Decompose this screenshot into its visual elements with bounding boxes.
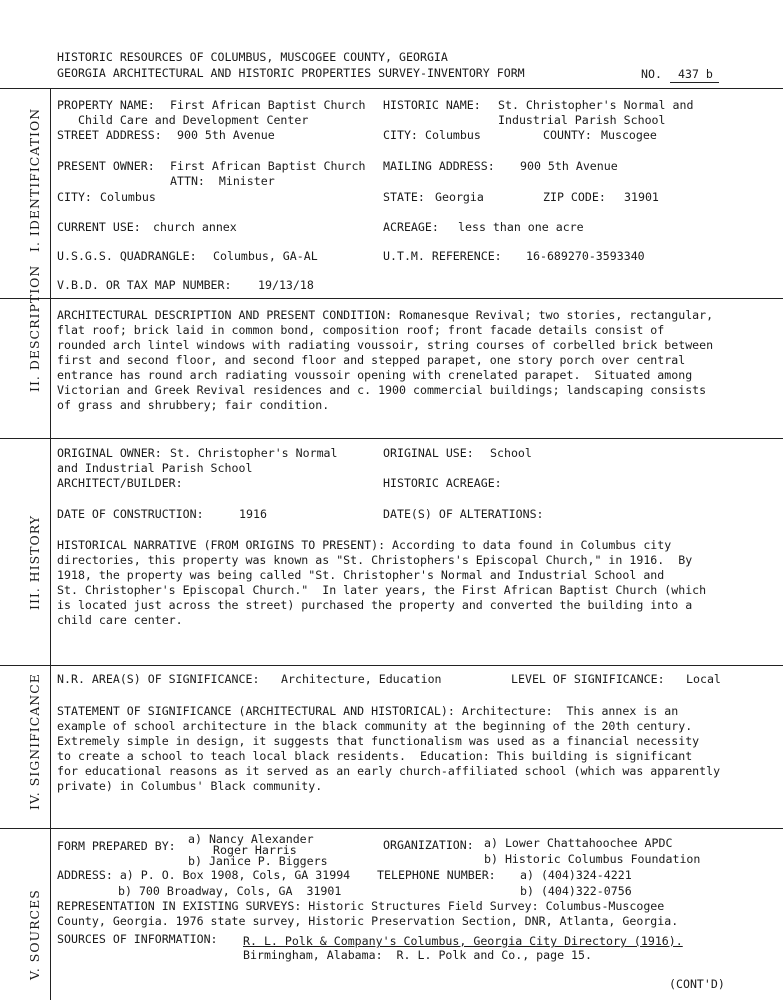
section-label-sources: V. SOURCES bbox=[27, 889, 42, 980]
original-owner-label: ORIGINAL OWNER: bbox=[57, 446, 162, 460]
present-owner-attn: ATTN: Minister bbox=[170, 174, 275, 188]
description-line-1: ARCHITECTURAL DESCRIPTION AND PRESENT CONDITION: Romanesque Revival; two stories, rectangular, bbox=[57, 308, 714, 322]
prepared-by-a2: Roger Harris bbox=[213, 843, 297, 857]
state-value: Georgia bbox=[435, 190, 484, 204]
nr-area-label: N.R. AREA(S) OF SIGNIFICANCE: bbox=[57, 672, 260, 686]
frame-left-divider bbox=[50, 88, 51, 1000]
section-divider-4 bbox=[0, 828, 783, 829]
date-construction-value: 1916 bbox=[239, 507, 267, 521]
telephone-b: b) (404)322-0756 bbox=[520, 884, 632, 898]
usgs-label: U.S.G.S. QUADRANGLE: bbox=[57, 249, 197, 263]
utm-value: 16-689270-3593340 bbox=[526, 249, 645, 263]
representation-line-2: County, Georgia. 1976 state survey, Historic Preservation Section, DNR, Atlanta, Georgia. bbox=[57, 914, 679, 928]
vbd-label: V.B.D. OR TAX MAP NUMBER: bbox=[57, 278, 232, 292]
description-line-5: entrance has round arch radiating voussoir opening with crenelated parapet. Situated among bbox=[57, 368, 693, 382]
mailing-address-value: 900 5th Avenue bbox=[520, 159, 618, 173]
description-line-2: flat roof; brick laid in common bond, composition roof; front facade details consist of bbox=[57, 323, 665, 337]
significance-line-6: private) in Columbus' Black community. bbox=[57, 779, 323, 793]
address-line-1: ADDRESS: a) P. O. Box 1908, Cols, GA 31994 bbox=[57, 868, 351, 882]
property-name-label: PROPERTY NAME: bbox=[57, 98, 155, 112]
sources-info-value-1: R. L. Polk & Company's Columbus, Georgia City Directory (1916). bbox=[243, 934, 683, 948]
description-line-7: of grass and shrubbery; fair condition. bbox=[57, 398, 330, 412]
original-owner-value-2: and Industrial Parish School bbox=[57, 461, 253, 475]
county-label: COUNTY: bbox=[543, 128, 592, 142]
property-name-value-2: Child Care and Development Center bbox=[78, 113, 309, 127]
description-line-3: rounded arch lintel windows with radiating voussoir, string courses of corbelled brick between bbox=[57, 338, 714, 352]
city-value: Columbus bbox=[425, 128, 481, 142]
telephone-a: a) (404)324-4221 bbox=[520, 868, 632, 882]
organization-b: b) Historic Columbus Foundation bbox=[484, 852, 701, 866]
acreage-value: less than one acre bbox=[458, 220, 584, 234]
original-use-value: School bbox=[490, 446, 532, 460]
organization-label: ORGANIZATION: bbox=[383, 838, 474, 852]
history-line-5: is located just across the street) purchased the property and converted the building into a bbox=[57, 598, 693, 612]
present-owner-value: First African Baptist Church bbox=[170, 159, 366, 173]
property-name-value-1: First African Baptist Church bbox=[170, 98, 366, 112]
significance-line-5: for educational reasons as it served as an early church-affiliated school (which was apparently bbox=[57, 764, 721, 778]
zip-value: 31901 bbox=[624, 190, 659, 204]
original-owner-value-1: St. Christopher's Normal bbox=[170, 446, 338, 460]
representation-line-1: REPRESENTATION IN EXISTING SURVEYS: Historic Structures Field Survey: Columbus-Muscogee bbox=[57, 899, 665, 913]
section-divider-3 bbox=[0, 665, 783, 666]
section-label-description: II. DESCRIPTION bbox=[27, 264, 42, 392]
form-number-value: 437 b bbox=[670, 67, 719, 83]
section-label-history: III. HISTORY bbox=[27, 514, 42, 610]
prepared-by-a1: a) Nancy Alexander bbox=[188, 832, 314, 846]
frame-top-divider bbox=[0, 88, 783, 89]
continued-note: (CONT'D) bbox=[669, 977, 725, 991]
sources-info-label: SOURCES OF INFORMATION: bbox=[57, 932, 218, 946]
prepared-by-b: b) Janice P. Biggers bbox=[188, 854, 328, 868]
form-number-label: NO. bbox=[641, 67, 662, 81]
utm-label: U.T.M. REFERENCE: bbox=[383, 249, 502, 263]
owner-city-value: Columbus bbox=[100, 190, 156, 204]
level-significance-value: Local bbox=[686, 672, 721, 686]
form-header-line2: GEORGIA ARCHITECTURAL AND HISTORIC PROPERTIES SURVEY-INVENTORY FORM bbox=[57, 66, 525, 80]
history-line-3: 1918, the property was being called "St. Christopher's Normal and Industrial School and bbox=[57, 568, 665, 582]
historic-name-value-2: Industrial Parish School bbox=[498, 113, 666, 127]
significance-line-1: STATEMENT OF SIGNIFICANCE (ARCHITECTURAL AND HISTORICAL): Architecture: This annex is an bbox=[57, 704, 679, 718]
current-use-label: CURRENT USE: bbox=[57, 220, 141, 234]
present-owner-label: PRESENT OWNER: bbox=[57, 159, 155, 173]
level-significance-label: LEVEL OF SIGNIFICANCE: bbox=[511, 672, 665, 686]
city-label: CITY: bbox=[383, 128, 418, 142]
date-alterations-label: DATE(S) OF ALTERATIONS: bbox=[383, 507, 544, 521]
street-address-value: 900 5th Avenue bbox=[177, 128, 275, 142]
original-use-label: ORIGINAL USE: bbox=[383, 446, 474, 460]
section-divider-2 bbox=[0, 438, 783, 439]
mailing-address-label: MAILING ADDRESS: bbox=[383, 159, 495, 173]
usgs-value: Columbus, GA-AL bbox=[213, 249, 318, 263]
state-label: STATE: bbox=[383, 190, 425, 204]
history-line-4: St. Christopher's Episcopal Church." In later years, the First African Baptist Church (which bbox=[57, 583, 707, 597]
telephone-label: TELEPHONE NUMBER: bbox=[377, 868, 496, 882]
zip-label: ZIP CODE: bbox=[543, 190, 606, 204]
nr-area-value: Architecture, Education bbox=[281, 672, 442, 686]
form-header-line1: HISTORIC RESOURCES OF COLUMBUS, MUSCOGEE COUNTY, GEORGIA bbox=[57, 50, 448, 64]
historic-acreage-label: HISTORIC ACREAGE: bbox=[383, 476, 502, 490]
description-line-4: first and second floor, and second floor and stepped parapet, one story porch over central bbox=[57, 353, 686, 367]
architect-label: ARCHITECT/BUILDER: bbox=[57, 476, 183, 490]
organization-a: a) Lower Chattahoochee APDC bbox=[484, 836, 673, 850]
date-construction-label: DATE OF CONSTRUCTION: bbox=[57, 507, 204, 521]
owner-city-label: CITY: bbox=[57, 190, 92, 204]
history-line-1: HISTORICAL NARRATIVE (FROM ORIGINS TO PRESENT): According to data found in Columbus city bbox=[57, 538, 672, 552]
description-line-6: Victorian and Greek Revival residences and c. 1900 commercial buildings; landscaping consists bbox=[57, 383, 707, 397]
history-line-6: child care center. bbox=[57, 613, 183, 627]
section-label-significance: IV. SIGNIFICANCE bbox=[27, 673, 42, 810]
section-divider-1 bbox=[0, 298, 783, 299]
county-value: Muscogee bbox=[601, 128, 657, 142]
significance-line-4: to create a school to teach local black residents. Education: This building is significant bbox=[57, 749, 693, 763]
street-address-label: STREET ADDRESS: bbox=[57, 128, 162, 142]
prepared-by-label: FORM PREPARED BY: bbox=[57, 839, 176, 853]
historic-name-value-1: St. Christopher's Normal and bbox=[498, 98, 694, 112]
significance-line-3: Extremely simple in design, it suggests that functionalism was used as a financial necessity bbox=[57, 734, 700, 748]
section-label-identification: I. IDENTIFICATION bbox=[27, 107, 42, 252]
vbd-value: 19/13/18 bbox=[258, 278, 314, 292]
address-line-2: b) 700 Broadway, Cols, GA 31901 bbox=[118, 884, 342, 898]
historic-name-label: HISTORIC NAME: bbox=[383, 98, 481, 112]
sources-info-value-2: Birmingham, Alabama: R. L. Polk and Co., page 15. bbox=[243, 948, 593, 962]
current-use-value: church annex bbox=[153, 220, 237, 234]
acreage-label: ACREAGE: bbox=[383, 220, 439, 234]
significance-line-2: example of school architecture in the black community at the beginning of the 20th century. bbox=[57, 719, 693, 733]
history-line-2: directories, this property was known as "St. Christophers's Episcopal Church," in 1916. By bbox=[57, 553, 693, 567]
